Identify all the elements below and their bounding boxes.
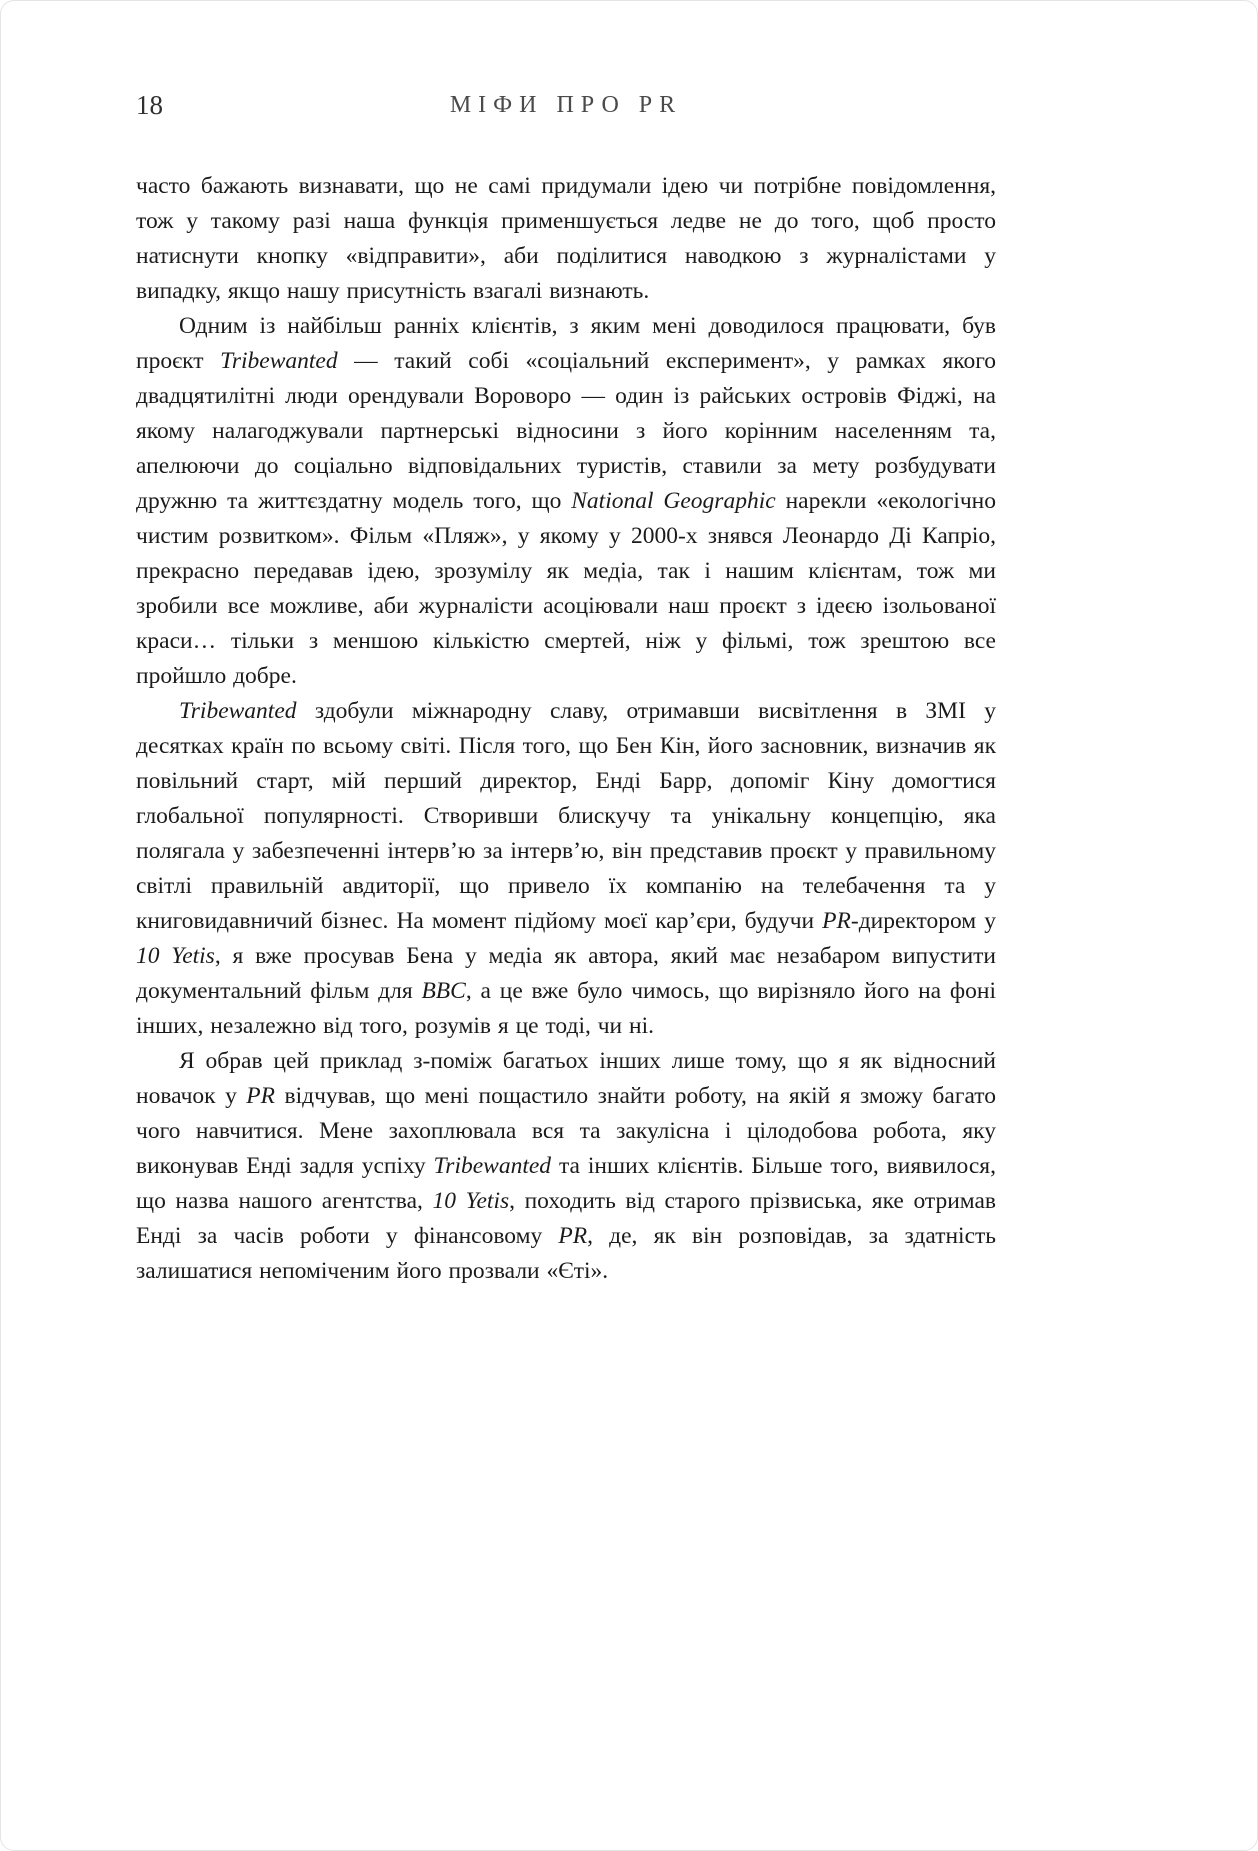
text-run: відчував, що мені пощастило знайти роботу, на якій я зможу багато чого навчитися. Мене захоплювала вся та закулісна і цілодобова робота, яку виконував Енді задля успіху [136,1083,996,1179]
italic-text-run: PR [822,908,851,934]
text-run: Одним із найбільш ранніх клієнтів, з яким мені доводилося працювати, був проєкт [136,313,996,374]
italic-text-run: 10 Yetis [136,943,215,969]
text-run: -директором у [850,908,996,934]
text-run: , де, як він розповідав, за здатність залишатися непоміченим його прозвали «Єті». [136,1223,996,1284]
text-run: Я обрав цей приклад з-поміж багатьох інших лише тому, що я як відносний новачок у [136,1048,996,1109]
text-run: , а це вже було чимось, що вирізняло його на фоні інших, незалежно від того, розумів я це тоді, чи ні. [136,978,996,1039]
italic-text-run: Tribewanted [179,698,297,724]
paragraph [136,169,996,309]
italic-text-run: National Geographic [571,488,776,514]
page-body [136,169,996,1289]
paragraph [136,309,996,694]
text-run: здобули міжнародну славу, отримавши висвітлення в ЗМІ у десятках країн по всьому світі. Після того, що Бен Кін, його засновник, визначив як повільний старт, мій перший директор, Енді Барр, допоміг Кіну домогтися глобальної популярності. Створивши блискучу та унікальну концепцію, яка полягала у забезпеченні інтерв’ю за інтерв’ю, він представив проєкт у правильному світлі правильній авдиторії, що привело їх компанію на телебачення та у книговидавничий бізнес. На момент підйому моєї кар’єри, будучи [136,698,996,934]
text-run: , я вже просував Бена у медіа як автора, який має незабаром випустити документальний фільм для [136,943,997,1004]
italic-text-run: BBC [421,978,466,1004]
text-run: нарекли «екологічно чистим розвитком». Фільм «Пляж», у якому у 2000-х знявся Леонардо Ді Капріо, прекрасно передавав ідею, зрозумілу як медіа, так і нашим клієнтам, тож ми зробили все можливе, аби журналісти асоціювали наш проєкт з ідеєю ізольованої краси… тільки з меншою кількістю смертей, ніж у фільмі, тож зрештою все пройшло добре. [136,488,997,689]
text-run: часто бажають визнавати, що не самі придумали ідею чи потрібне повідомлення, тож у такому разі наша функція применшується ледве не до того, щоб просто натиснути кнопку «відправити», аби поділитися наводкою з журналістами у випадку, якщо нашу присутність взагалі визнають. [136,173,996,304]
italic-text-run: 10 Yetis [432,1188,510,1214]
paragraph [136,1044,996,1289]
italic-text-run: PR [558,1223,588,1249]
italic-text-run: Tribewanted [433,1153,552,1179]
running-title: МІФИ ПРО PR [449,92,683,118]
text-run: — такий собі «соціальний експеримент», у рамках якого двадцятилітні люди орендували Вороворо — один із райських островів Фіджі, на якому налагоджували партнерські відносини з його корінним населенням та, апелюючи до соціально відповідальних туристів, ставили за мету розбудувати дружню та життєздатну модель того, що [136,348,996,514]
page-header [136,89,996,125]
text-run: та інших клієнтів. Більше того, виявилося, що назва нашого агентства, [136,1153,996,1214]
paragraph [136,694,996,1044]
italic-text-run: PR [246,1083,276,1109]
text-run: , походить від старого прізвиська, яке отримав Енді за часів роботи у фінансовому [136,1188,997,1249]
text-column [136,89,996,1289]
italic-text-run: Tribewanted [220,348,338,374]
page-number: 18 [136,90,163,120]
